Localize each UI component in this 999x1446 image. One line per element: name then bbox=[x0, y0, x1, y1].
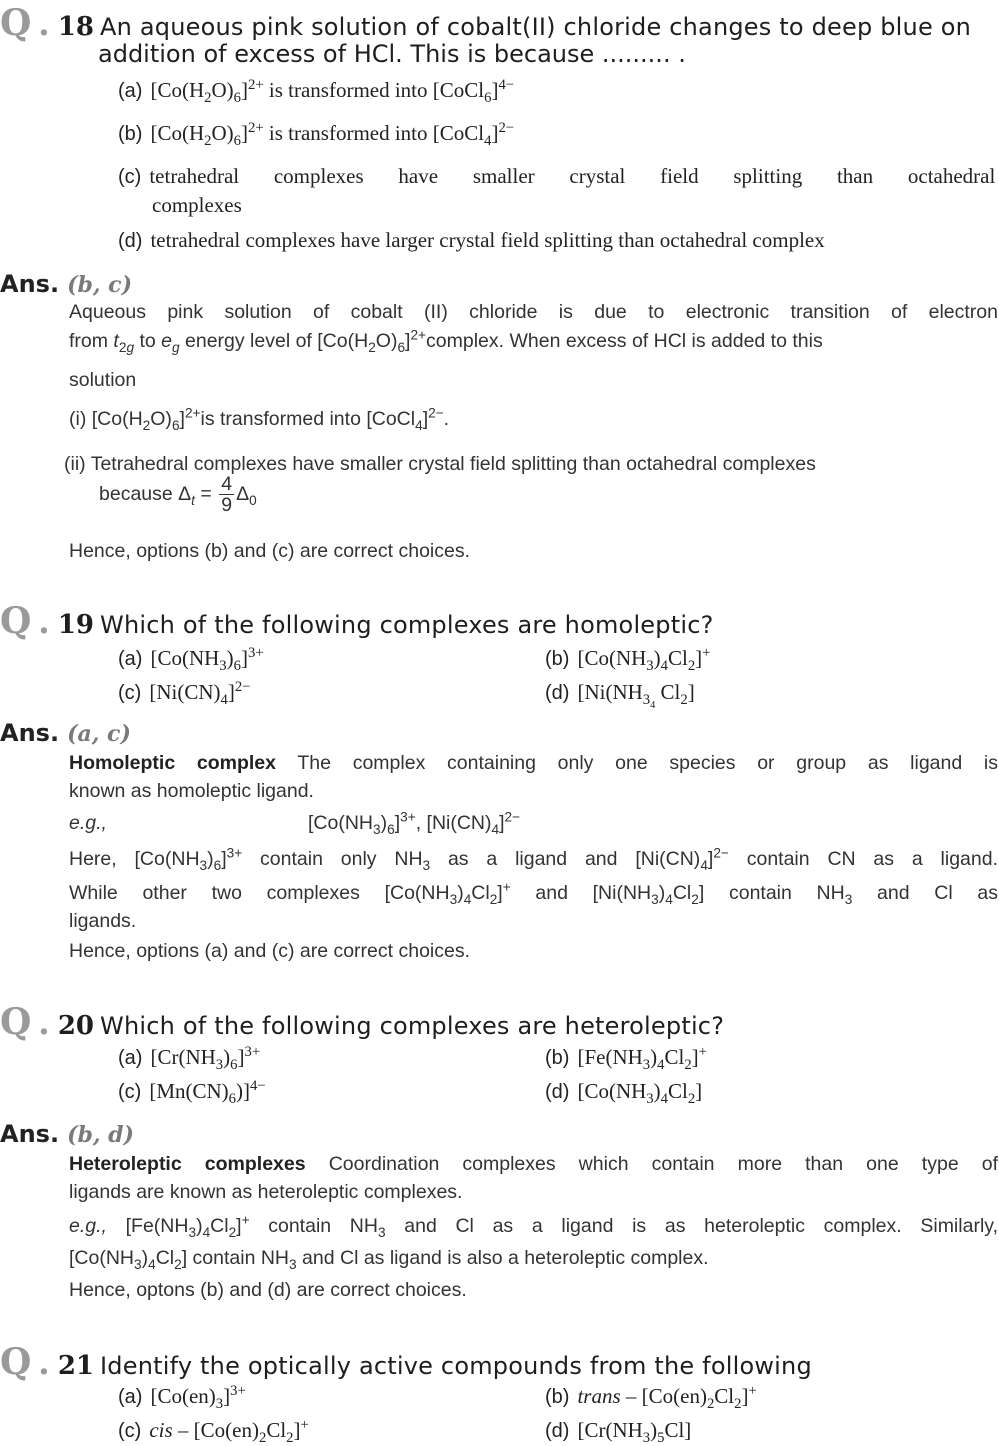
q20-definition-line1: Heteroleptic complexes Coordination complexes which contain more than one type of bbox=[69, 1153, 999, 1175]
question-19-heading: Q . 19 Which of the following complexes are homoleptic? bbox=[0, 600, 714, 642]
q20-option-a: (a) $[Cr(NH_3)_6]^{3+}$ bbox=[118, 1044, 261, 1074]
q18-explanation-line1: Aqueous pink solution of cobalt (II) chloride is due to electronic transition of electron bbox=[69, 301, 998, 323]
question-marker: Q bbox=[0, 1001, 30, 1043]
q18-answer: Ans. (b, c) bbox=[0, 270, 132, 298]
q19-explanation-here: Here, $[Co(NH_3)_6]^{3+}$ contain only $NH_3$ as a ligand and $[Ni(CN)_4]^{2-}$ contain CN as a ligand. bbox=[69, 845, 999, 873]
answer-key: (b, d) bbox=[67, 1122, 134, 1148]
q21-option-b: (b) trans – $[Co(en)_2Cl_2]^+$ bbox=[545, 1383, 757, 1413]
question-text: Which of the following complexes are heteroleptic? bbox=[100, 1012, 725, 1040]
q18-explanation-point-i: (i) $[Co(H_2O)_6]^{2+}is$ transformed into [CoCl$_4$]$^{2-}$. bbox=[69, 405, 450, 433]
question-number: 20 bbox=[57, 1011, 95, 1041]
question-marker: Q bbox=[0, 1341, 30, 1383]
q21-option-d: (d) $[Cr(NH_3)_5Cl]$ bbox=[545, 1418, 692, 1446]
q18-explanation-point-ii: (ii) Tetrahedral complexes have smaller crystal field splitting than octahedral complexes bbox=[64, 453, 816, 475]
q20-example-line1: e.g., $[Fe(NH_3)_4Cl_2]^+$ contain $NH_3$ and Cl as a ligand is as heteroleptic complex. Similarly, bbox=[69, 1212, 998, 1240]
q19-example-label: e.g., bbox=[69, 812, 107, 834]
question-number: 21 bbox=[57, 1351, 95, 1381]
q19-explanation-ligands: ligands. bbox=[69, 910, 137, 932]
q18-explanation-line2: from $t_{2g}$ to $e_g$ energy level of $[Co(H_2O)_6]^{2+}complex$. When excess of HCl is added to this bbox=[69, 327, 823, 355]
q19-option-b: (b) $[Co(NH_3)_4Cl_2]^+$ bbox=[545, 645, 711, 675]
q18-explanation-because: because $\Delta_t$ = $\frac{4}{9}$ $\Delta_0$ bbox=[99, 473, 257, 517]
question-18-heading: Q . 18 An aqueous pink solution of cobalt(II) chloride changes to deep blue on bbox=[0, 2, 972, 44]
q20-option-b: (b) $[Fe(NH_3)_4Cl_2]^+$ bbox=[545, 1044, 707, 1074]
q18-explanation-line3: solution bbox=[69, 369, 137, 391]
q19-option-c: (c) $[Ni(CN)_4]^{2-}$ bbox=[118, 679, 251, 709]
q19-explanation-hence: Hence, options (a) and (c) are correct choices. bbox=[69, 940, 471, 962]
question-21-heading: Q . 21 Identify the optically active compounds from the following bbox=[0, 1341, 812, 1383]
question-marker: Q bbox=[0, 600, 30, 642]
q18-option-d: (d) tetrahedral complexes have larger crystal field splitting than octahedral complex bbox=[118, 228, 825, 252]
question-number: 18 bbox=[57, 12, 95, 42]
q19-option-d: (d) [$Ni(NH_{3_4}$ $Cl_2$] bbox=[545, 680, 695, 712]
q18-option-c-line2: complexes bbox=[152, 193, 242, 217]
q19-definition-line2: known as homoleptic ligand. bbox=[69, 780, 314, 802]
q20-example-line2: $[Co(NH_3)_4Cl_2]$ contain $NH_3$ and Cl as ligand is also a heteroleptic complex. bbox=[69, 1247, 709, 1272]
answer-key: (b, c) bbox=[67, 272, 132, 298]
q18-explanation-hence: Hence, options (b) and (c) are correct choices. bbox=[69, 540, 471, 562]
question-18-text-line2: addition of excess of HCl. This is because ......... . bbox=[98, 40, 686, 68]
q19-answer: Ans. (a, c) bbox=[0, 719, 131, 747]
q18-option-b: (b) $[Co(H_2O)_6]^{2+}$ is transformed into [CoCl$_4$]$^{2-}$ bbox=[118, 120, 515, 150]
q18-option-a: (a) $[Co(H_2O)_6]^{2+}$ is transformed into [CoCl$_6$]$^{4-}$ bbox=[118, 77, 515, 107]
q19-definition-line1: Homoleptic complex The complex containing only one species or group as ligand is bbox=[69, 752, 998, 774]
q19-example-formulae: $[Co(NH_3)_6]^{3+}$, $[Ni(CN)_4]^{2-}$ bbox=[308, 809, 521, 837]
q18-option-c: (c) tetrahedral complexes have smaller crystal field splitting than octahedral bbox=[118, 164, 996, 188]
q21-option-a: (a) $[Co(en)_3]^{3+}$ bbox=[118, 1383, 246, 1413]
q21-option-c: (c) cis – $[Co(en)_2Cl_2]^+$ bbox=[118, 1417, 309, 1446]
answer-key: (a, c) bbox=[67, 721, 131, 747]
q20-definition-line2: ligands are known as heteroleptic complexes. bbox=[69, 1181, 463, 1203]
question-marker: Q bbox=[0, 2, 30, 44]
q19-explanation-while: While other two complexes $[Co(NH_3)_4Cl_2]^+$ and $[Ni(NH_3)_4Cl_2]$ contain $NH_3$ and Cl as bbox=[69, 879, 998, 907]
question-number: 19 bbox=[57, 610, 95, 640]
q19-option-a: (a) $[Co(NH_3)_6]^{3+}$ bbox=[118, 645, 264, 675]
q20-option-d: (d) $[Co(NH_3)_4Cl_2]$ bbox=[545, 1079, 703, 1108]
q20-explanation-hence: Hence, optons (b) and (d) are correct choices. bbox=[69, 1279, 467, 1301]
question-20-heading: Q . 20 Which of the following complexes are heteroleptic? bbox=[0, 1001, 725, 1043]
question-text: An aqueous pink solution of cobalt(II) chloride changes to deep blue on bbox=[100, 13, 972, 41]
question-text: Which of the following complexes are homoleptic? bbox=[100, 611, 714, 639]
question-text: Identify the optically active compounds from the following bbox=[100, 1352, 812, 1380]
q20-answer: Ans. (b, d) bbox=[0, 1120, 134, 1148]
q20-option-c: (c) $[Mn(CN)_6)]^{4-}$ bbox=[118, 1078, 266, 1108]
